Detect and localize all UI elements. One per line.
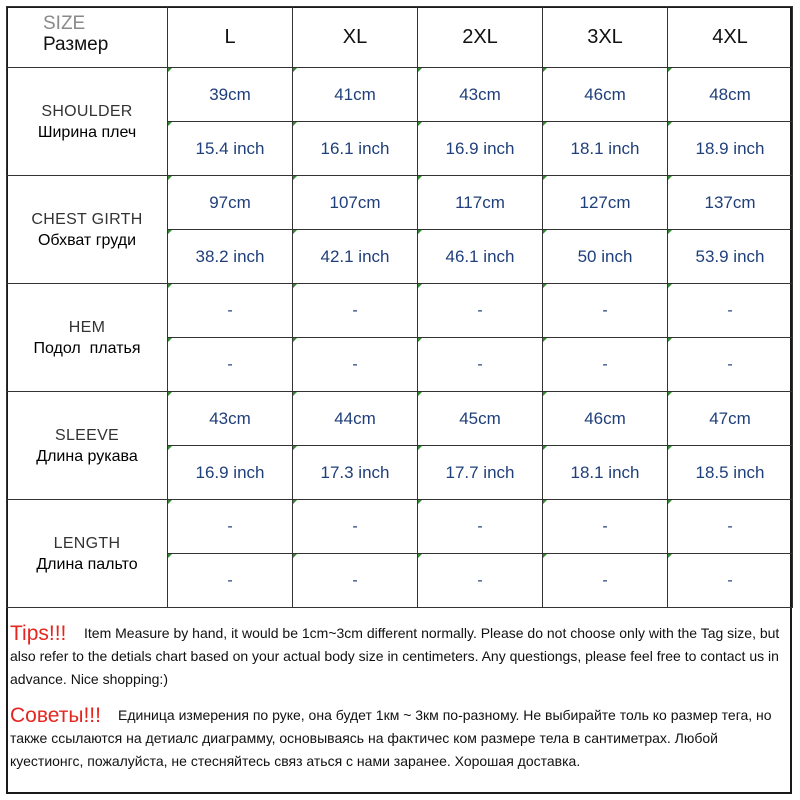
value-cell-cm: 45cm [418,392,543,446]
measurement-label-en: SLEEVE [54,426,120,444]
tips-keyword-ru: Советы!!! [10,704,101,727]
measurement-row-cm [7,500,793,554]
value-cell-cm: - [293,284,418,338]
measurement-label-en: HEM [68,318,106,336]
tips-text-en: Item Measure by hand, it would be 1cm~3cm different normally. Please do not choose only with the Tag size, but also refer to the detials chart based on your actual body size in centimeters. Any questiongs, please feel free to contact us in advance. Nice shopping:) [10,625,780,687]
value-cell-inch: - [418,338,543,392]
value-cell-inch: - [543,338,668,392]
measurement-label-cell [7,176,168,284]
measurement-label-ru: Ширина плеч [37,123,137,141]
value-cell-inch: 53.9 inch [668,230,793,284]
measurement-label-cell [7,392,168,500]
measurement-row-cm [7,392,793,446]
measurement-label-en: LENGTH [53,534,121,552]
value-cell-cm: 46cm [543,392,668,446]
value-cell-inch: 16.9 inch [418,122,543,176]
value-cell-inch: - [668,554,793,608]
measurement-row-cm [7,68,793,122]
column-header: 4XL [668,7,793,68]
size-header-en: SIZE [43,13,86,34]
value-cell-cm: 39cm [168,68,293,122]
value-cell-cm: 41cm [293,68,418,122]
value-cell-inch: 46.1 inch [418,230,543,284]
value-cell-cm: - [668,500,793,554]
measurement-label-en: CHEST GIRTH [31,210,143,228]
value-cell-inch: - [168,338,293,392]
value-cell-inch: 15.4 inch [168,122,293,176]
value-cell-inch: 17.3 inch [293,446,418,500]
value-cell-inch: 18.1 inch [543,446,668,500]
column-header: L [168,7,293,68]
value-cell-cm: - [543,500,668,554]
value-cell-cm: 47cm [668,392,793,446]
value-cell-inch: 18.1 inch [543,122,668,176]
measurement-row-cm [7,176,793,230]
value-cell-cm: - [543,284,668,338]
value-cell-cm: 46cm [543,68,668,122]
value-cell-cm: - [293,500,418,554]
size-chart-table [6,6,793,608]
value-cell-cm: 107cm [293,176,418,230]
measurement-label-ru: Длина пальто [36,555,138,573]
value-cell-cm: 44cm [293,392,418,446]
value-cell-inch: 17.7 inch [418,446,543,500]
value-cell-cm: 117cm [418,176,543,230]
tips-russian [10,704,788,773]
value-cell-cm: - [168,284,293,338]
measurement-label-ru: Обхват груди [37,231,136,249]
column-header: XL [293,7,418,68]
value-cell-inch: - [418,554,543,608]
value-cell-inch: - [668,338,793,392]
value-cell-inch: - [168,554,293,608]
value-cell-cm: 137cm [668,176,793,230]
value-cell-inch: 16.9 inch [168,446,293,500]
value-cell-cm: 97cm [168,176,293,230]
value-cell-cm: - [418,284,543,338]
value-cell-inch: 18.5 inch [668,446,793,500]
value-cell-cm: 127cm [543,176,668,230]
size-header-ru: Размер [43,34,109,55]
value-cell-inch: - [543,554,668,608]
measurement-label-en: SHOULDER [41,102,133,120]
value-cell-inch: 42.1 inch [293,230,418,284]
measurement-label-ru: Подол платья [33,339,141,357]
value-cell-cm: - [418,500,543,554]
measurement-row-cm [7,284,793,338]
value-cell-cm: 43cm [168,392,293,446]
tips-keyword-en: Tips!!! [10,622,67,645]
header-row [7,7,793,68]
value-cell-inch: 38.2 inch [168,230,293,284]
tips-text-ru: Единица измерения по руке, она будет 1км ~ 3км по-разному. Не выбирайте толь ко размер тега, но также ссылаются на детиалс диаграмму, основываясь на фактичес ком размере тела в сантиметрах. Любой куестионгс, пожалуйста, не стесняйтесь связ аться с нами заранее. Хорошая доставка. [10,707,772,769]
measurement-label-cell [7,68,168,176]
measurement-label-ru: Длина рукава [36,447,138,465]
value-cell-cm: - [168,500,293,554]
size-header-cell [7,7,168,68]
value-cell-inch: 18.9 inch [668,122,793,176]
value-cell-cm: - [668,284,793,338]
measurement-label-cell [7,284,168,392]
tips-english [10,622,788,691]
column-header: 2XL [418,7,543,68]
value-cell-cm: 48cm [668,68,793,122]
column-header: 3XL [543,7,668,68]
value-cell-inch: 50 inch [543,230,668,284]
value-cell-inch: - [293,554,418,608]
value-cell-inch: 16.1 inch [293,122,418,176]
tips-section [8,612,790,792]
measurement-label-cell [7,500,168,608]
value-cell-cm: 43cm [418,68,543,122]
value-cell-inch: - [293,338,418,392]
